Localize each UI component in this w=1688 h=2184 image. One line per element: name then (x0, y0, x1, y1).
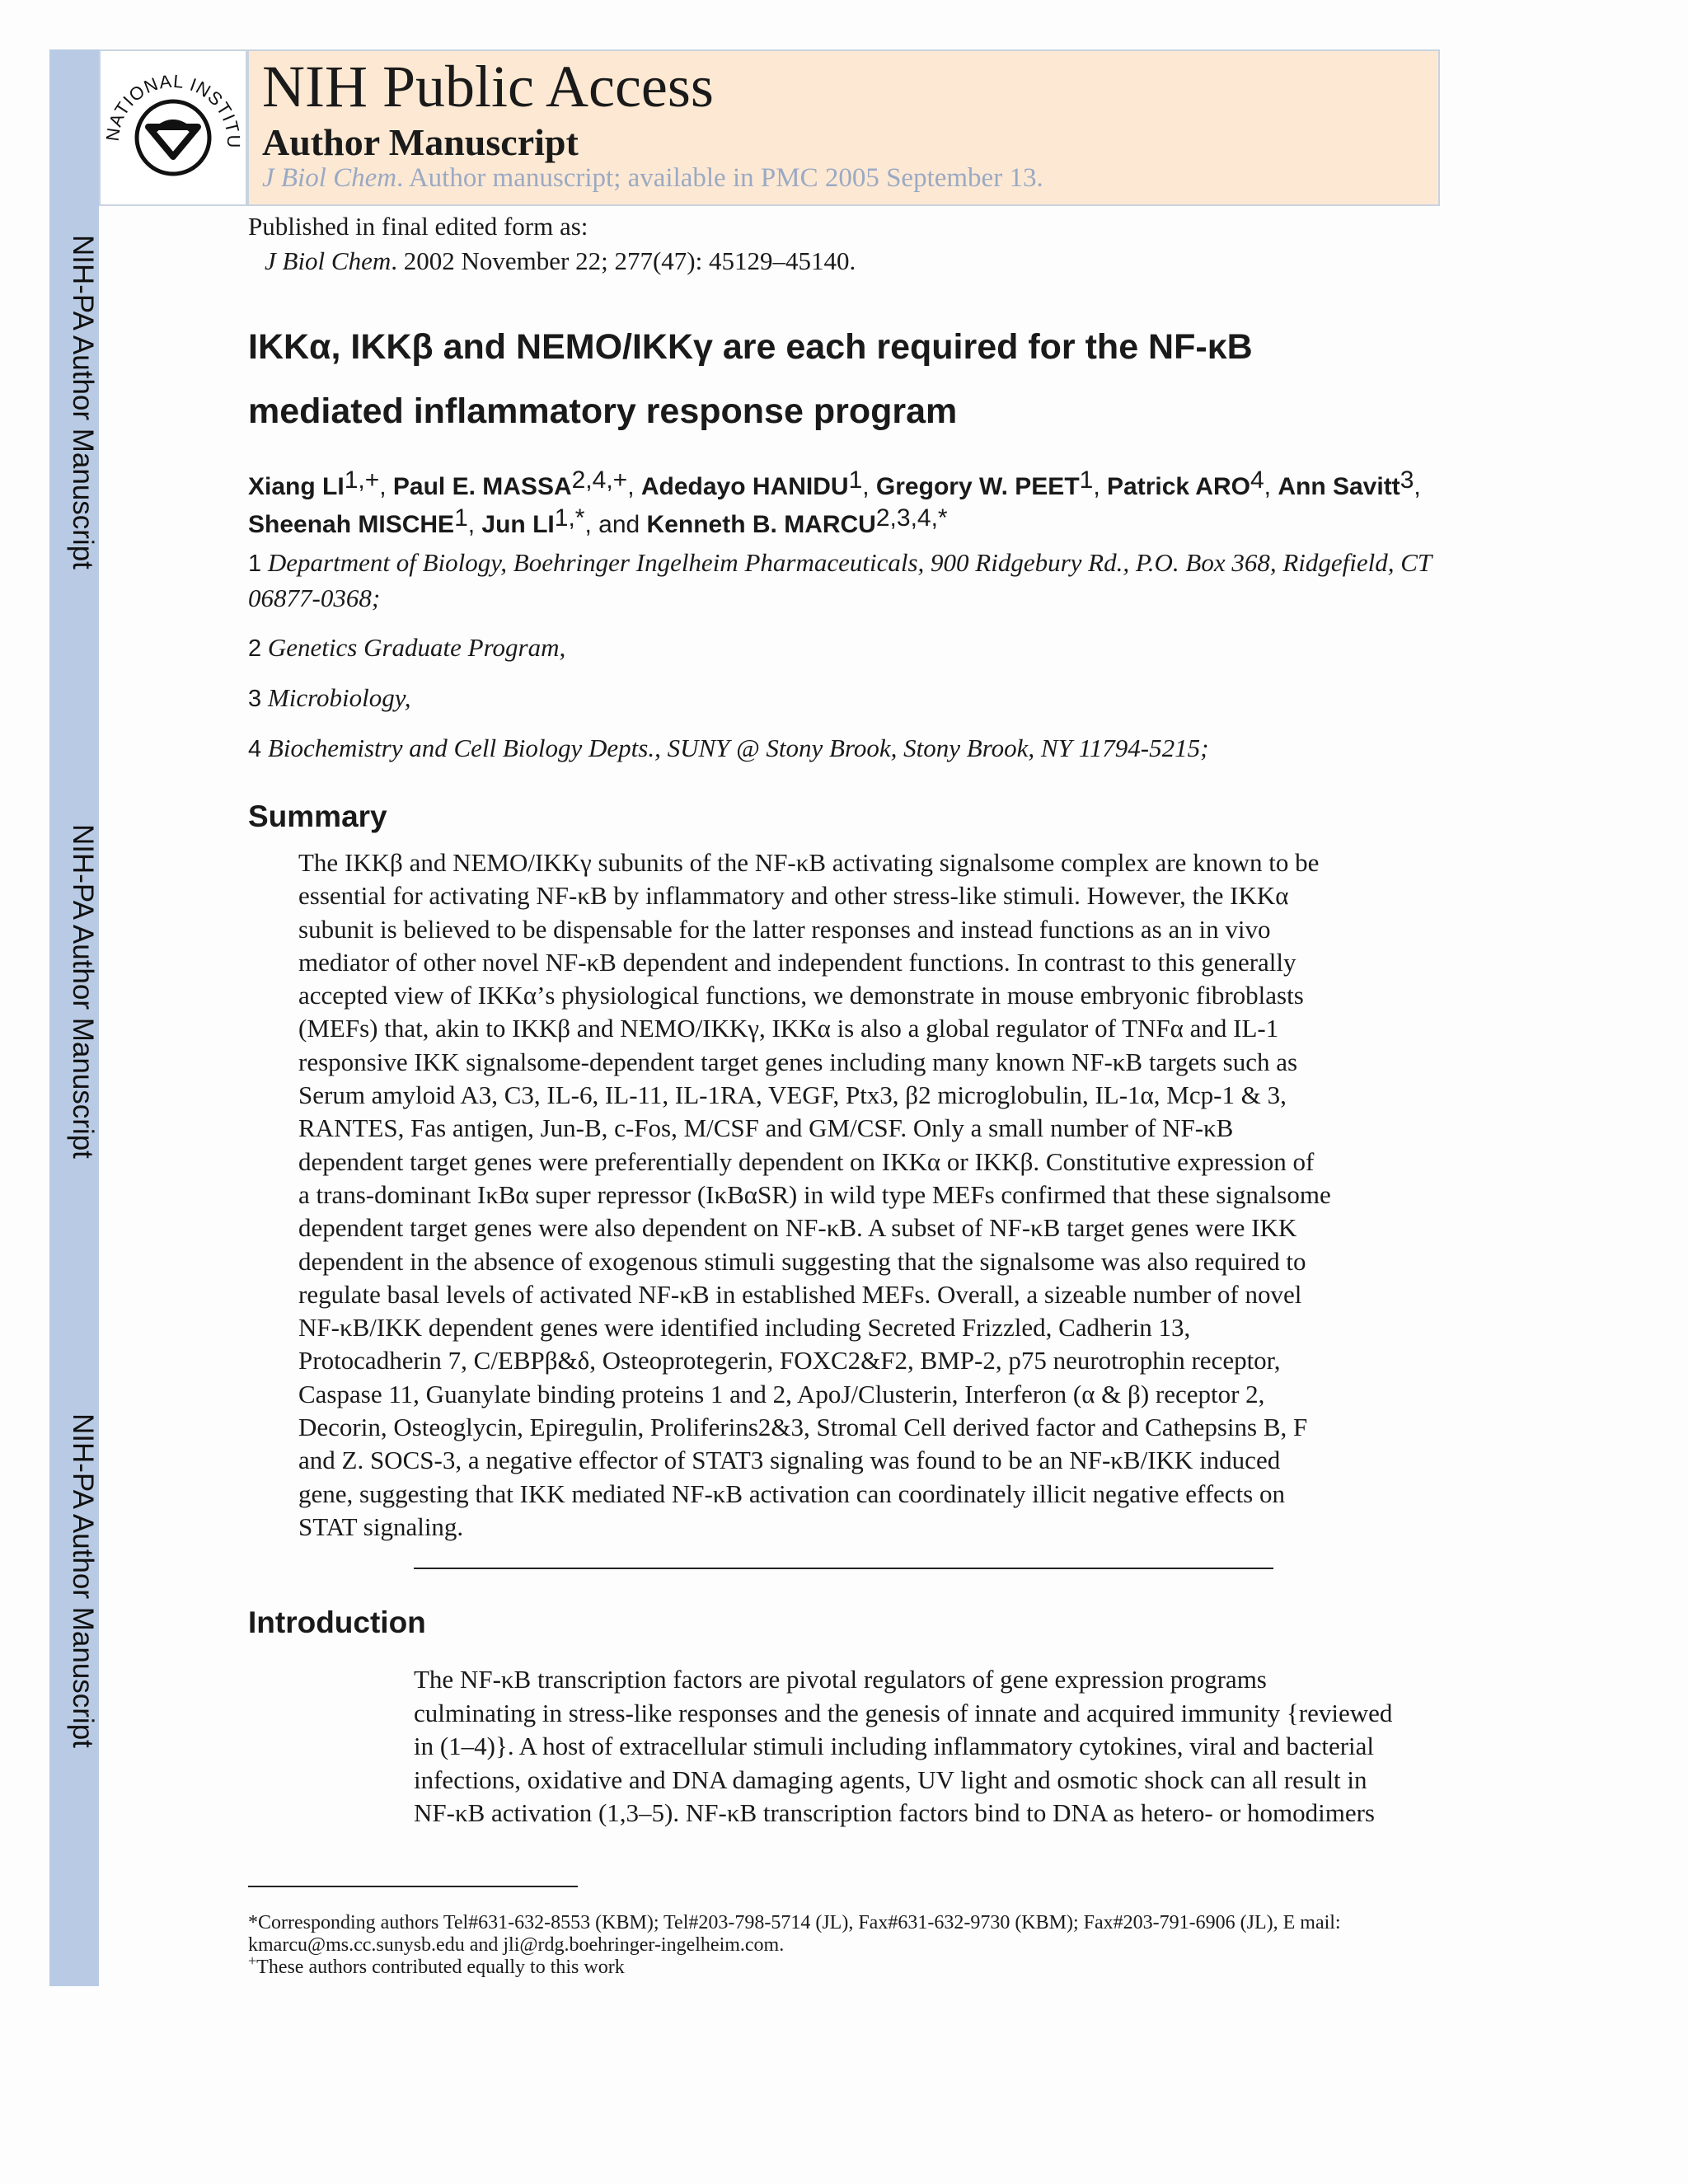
author-sep: , (862, 473, 876, 500)
published-intro: Published in final edited form as: (248, 212, 588, 241)
nih-logo (99, 49, 247, 206)
author-sep: , (627, 473, 641, 500)
equal-contribution-footnote (248, 1952, 1451, 1979)
summary-line: regulate basal levels of activated NF-κB in established MEFs. Overall, a sizeable number of novel (298, 1279, 1302, 1309)
title-line: mediated inflammatory response program (248, 391, 958, 431)
affiliation (248, 630, 1451, 666)
footnotes (248, 1912, 1451, 1979)
affiliation-number: 2 (248, 635, 262, 662)
author-name: Adedayo HANIDU (640, 473, 849, 500)
affiliation-text: Department of Biology, Boehringer Ingelheim Pharmaceuticals, 900 Ridgebury Rd., P.O. Box 368, Ridgefield, CT 06877-0368; (248, 548, 1432, 612)
summary-line: NF-κB/IKK dependent genes were identified including Secreted Frizzled, Cadherin 13, (298, 1313, 1191, 1343)
author-name: Jun LI (481, 511, 555, 538)
nih-pa-sidebar (49, 49, 99, 1986)
availability-journal: J Biol Chem (262, 163, 397, 193)
author-name: Xiang LI (248, 473, 345, 500)
availability-line (262, 163, 1043, 194)
author-affil: 2,4,+ (571, 466, 628, 494)
summary-line: Protocadherin 7, C/EBPβ&δ, Osteoprotegerin, FOXC2&F2, BMP-2, p75 neurotrophin receptor, (298, 1346, 1281, 1376)
logo-text: NATIONAL INSTITU (101, 70, 245, 149)
author-name: Gregory W. PEET (875, 473, 1080, 500)
author-name: Ann Savitt (1278, 473, 1400, 500)
author-affil: 2,3,4,* (875, 504, 948, 532)
author-affil: 1 (454, 504, 468, 532)
affiliation (248, 546, 1451, 615)
author-and: and (598, 511, 647, 538)
author-sep: , (1264, 473, 1278, 500)
author-name: Sheenah MISCHE (248, 511, 455, 538)
summary-line: Caspase 11, Guanylate binding proteins 1 and 2, ApoJ/Clusterin, Interferon (α & β) receptor 2, (298, 1379, 1265, 1408)
summary-line: responsive IKK signalsome-dependent target genes including many known NF-κB targets such as (298, 1047, 1298, 1076)
author-name: Kenneth B. MARCU (646, 511, 876, 538)
summary-line: RANTES, Fas antigen, Jun-B, c-Fos, M/CSF and GM/CSF. Only a small number of NF-κB (298, 1113, 1234, 1143)
author-affil: 4 (1250, 466, 1264, 494)
summary-line: dependent in the absence of exogenous stimuli suggesting that the signalsome was also required to (298, 1246, 1306, 1276)
citation-details: . 2002 November 22; 277(47): 45129–45140. (391, 246, 856, 275)
affiliation (248, 681, 1451, 716)
introduction-body (414, 1663, 1444, 1830)
author-affil: 1 (848, 466, 863, 494)
author-name: Paul E. MASSA (392, 473, 572, 500)
affiliation (248, 731, 1451, 766)
summary-line: Decorin, Osteoglycin, Epiregulin, Proliferins2&3, Stromal Cell derived factor and Cathepsins B, F (298, 1413, 1308, 1442)
affiliation-text: Genetics Graduate Program, (267, 633, 566, 662)
author-sep: , (1414, 473, 1421, 500)
article-title (248, 315, 1435, 443)
author-name: Patrick ARO (1107, 473, 1250, 500)
affiliation-text: Biochemistry and Cell Biology Depts., SUNY @ Stony Brook, Stony Brook, NY 11794-5215; (267, 733, 1209, 762)
summary-line: Serum amyloid A3, C3, IL-6, IL-11, IL-1RA, VEGF, Ptx3, β2 microglobulin, IL-1α, Mcp-1 & 3, (298, 1080, 1287, 1110)
summary-line: accepted view of IKKα’s physiological functions, we demonstrate in mouse embryonic fibroblasts (298, 981, 1304, 1010)
footnote-mark: + (248, 1952, 257, 1969)
summary-line: dependent target genes were also dependent on NF-κB. A subset of NF-κB target genes were IKK (298, 1213, 1297, 1243)
availability-text: . Author manuscript; available in PMC 2005 September 13. (396, 163, 1043, 193)
intro-line: culminating in stress-like responses and the genesis of innate and acquired immunity {reviewed (414, 1698, 1393, 1727)
affiliation-number: 3 (248, 686, 262, 712)
author-sep: , (379, 473, 393, 500)
summary-line: subunit is believed to be dispensable for the latter responses and instead functions as an in vivo (298, 914, 1271, 944)
author-sep: , (584, 511, 599, 538)
header-title: NIH Public Access (262, 54, 714, 120)
sidebar-label: NIH-PA Author Manuscript (67, 1413, 99, 1748)
footnote-divider (248, 1886, 578, 1887)
intro-line: in (1–4)}. A host of extracellular stimuli including inflammatory cytokines, viral and bacterial (414, 1732, 1375, 1761)
section-divider (414, 1568, 1273, 1569)
nih-seal-icon (101, 51, 246, 204)
intro-line: NF-κB activation (1,3–5). NF-κB transcription factors bind to DNA as hetero- or homodimers (414, 1798, 1375, 1828)
affiliation-number: 4 (248, 736, 262, 762)
equal-contribution-text: These authors contributed equally to this work (256, 1957, 625, 1978)
introduction-heading: Introduction (248, 1605, 426, 1639)
summary-line: and Z. SOCS-3, a negative effector of STAT3 signaling was found to be an NF-κB/IKK induced (298, 1446, 1281, 1475)
title-line: IKKα, IKKβ and NEMO/IKKγ are each required for the NF-κB (248, 327, 1253, 367)
summary-body (298, 846, 1419, 1544)
nih-header-banner (247, 49, 1440, 206)
corresponding-footnote: *Corresponding authors Tel#631-632-8553 (KBM); Tel#203-798-5714 (JL), Fax#631-632-9730 (KBM); Fax#203-791-6906 (JL), E mail: kmarcu@ms.cc.sunysb.edu and jli@rdg.boehringer-ingelheim.com. (248, 1912, 1341, 1956)
affiliation-number: 1 (248, 551, 262, 577)
sidebar-label: NIH-PA Author Manuscript (67, 824, 99, 1159)
author-affil: 1 (1079, 466, 1094, 494)
summary-line: (MEFs) that, akin to IKKβ and NEMO/IKKγ, IKKα is also a global regulator of TNFα and IL-1 (298, 1014, 1279, 1043)
intro-line: The NF-κB transcription factors are pivotal regulators of gene expression programs (414, 1665, 1267, 1694)
summary-line: mediator of other novel NF-κB dependent and independent functions. In contrast to this generally (298, 947, 1296, 977)
summary-line: dependent target genes were preferentially dependent on IKKα or IKKβ. Constitutive expression of (298, 1146, 1315, 1176)
author-sep: , (1093, 473, 1108, 500)
summary-line: gene, suggesting that IKK mediated NF-κB activation can coordinately illicit negative effects on (298, 1479, 1285, 1508)
author-list (248, 468, 1451, 544)
affiliation-text: Microbiology, (267, 683, 411, 712)
summary-line: a trans-dominant IκBα super repressor (IκBαSR) in wild type MEFs confirmed that these signalsome (298, 1179, 1331, 1209)
citation-line (248, 244, 856, 279)
author-affil: 1,* (554, 504, 585, 532)
summary-line: essential for activating NF-κB by inflammatory and other stress-like stimuli. However, the IKKα (298, 881, 1289, 911)
author-sep: , (467, 511, 482, 538)
publication-info (248, 209, 856, 279)
intro-line: infections, oxidative and DNA damaging agents, UV light and osmotic shock can all result in (414, 1765, 1367, 1794)
summary-line: STAT signaling. (298, 1511, 464, 1541)
summary-line: The IKKβ and NEMO/IKKγ subunits of the NF-κB activating signalsome complex are known to be (298, 848, 1320, 877)
author-affil: 3 (1400, 466, 1414, 494)
author-affil: 1,+ (344, 466, 380, 494)
summary-heading: Summary (248, 799, 387, 833)
citation-journal: J Biol Chem (265, 246, 392, 275)
sidebar-label: NIH-PA Author Manuscript (67, 235, 99, 569)
header-subtitle: Author Manuscript (262, 121, 579, 163)
